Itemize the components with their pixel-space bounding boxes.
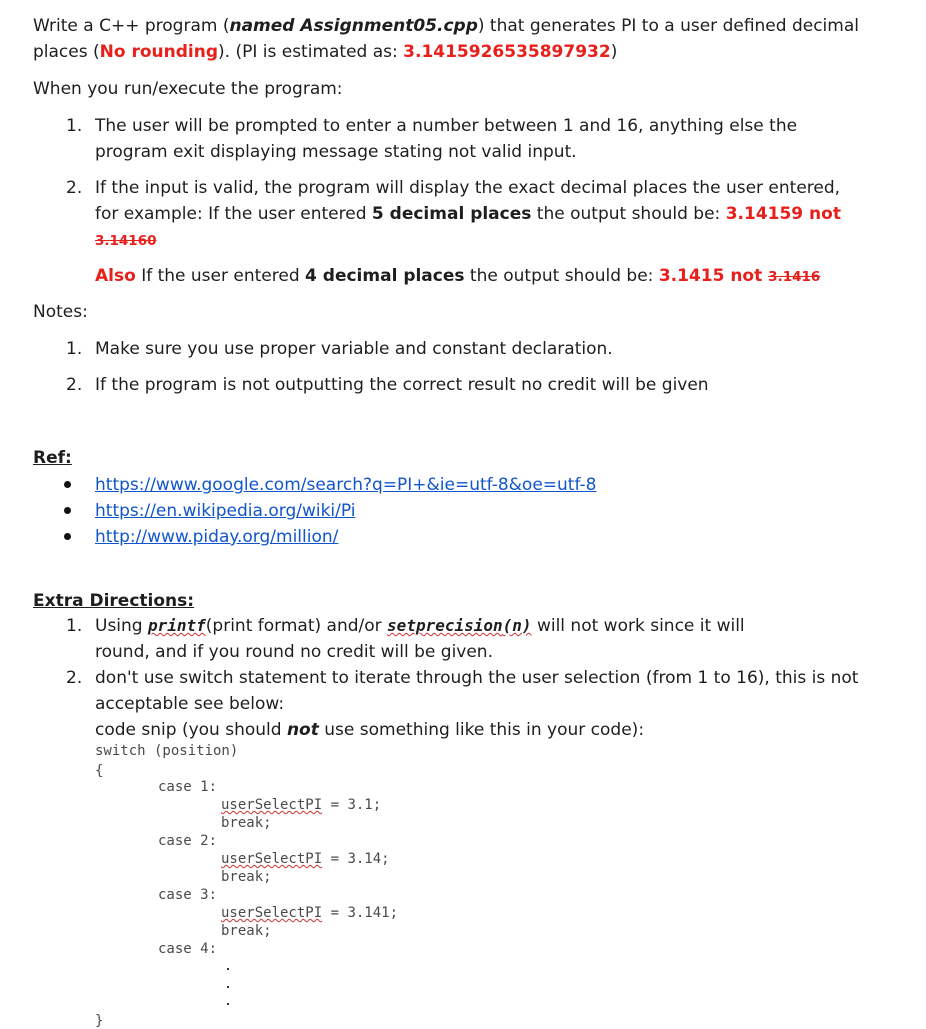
code-assign-2 — [221, 851, 390, 867]
code-open-brace: { — [95, 763, 104, 779]
assignment-filename: named Assignment05.cpp — [229, 16, 478, 36]
extra-text: Using — [95, 616, 148, 636]
ref-heading: Ref: — [33, 448, 72, 468]
pi-estimate: 3.1415926535897932 — [403, 42, 611, 62]
extra-item-1-line-2: round, and if you round no credit will be given. — [95, 642, 493, 662]
extra-heading: Extra Directions: — [33, 591, 195, 611]
code-close-brace: } — [95, 1013, 104, 1029]
ref-link-google[interactable]: https://www.google.com/search?q=PI+&ie=utf-8&oe=utf-8 — [95, 475, 597, 495]
run-text: the output should be: — [464, 266, 659, 286]
setprecision-arg: (n) — [502, 616, 532, 635]
wrong-output-example: 3.1416 — [768, 269, 821, 285]
run-item-2-line-1: If the input is valid, the program will display the exact decimal places the user entered, — [95, 178, 841, 198]
extra-text: code snip (you should — [95, 720, 287, 740]
bullet-icon — [64, 507, 71, 514]
run-item-2-line-3 — [95, 229, 157, 252]
code-variable: userSelectPI — [221, 797, 323, 813]
decimal-places-example: 5 decimal places — [371, 204, 532, 224]
code-value: = 3.1; — [322, 797, 382, 813]
run-item-2-line-2 — [95, 203, 841, 225]
code-break-3: break; — [221, 923, 272, 939]
run-text: If the user entered — [135, 266, 306, 286]
code-case-1: case 1: — [158, 779, 218, 795]
extra-text: (print format) and/or — [205, 616, 388, 636]
list-number: 2. — [66, 375, 83, 395]
wrong-output-example: 3.14160 — [95, 233, 157, 249]
ellipsis-dot — [227, 986, 229, 988]
run-item-2-line-4 — [95, 265, 820, 288]
code-assign-3 — [221, 905, 398, 921]
extra-item-2-line-2: acceptable see below: — [95, 694, 285, 714]
run-heading: When you run/execute the program: — [33, 79, 343, 99]
notes-heading: Notes: — [33, 302, 88, 322]
run-text: for example: If the user entered — [95, 204, 372, 224]
run-item-1-line-1: The user will be prompted to enter a number between 1 and 16, anything else the — [95, 116, 798, 136]
correct-output-example: 3.14159 not — [725, 204, 841, 224]
intro-line-2 — [33, 41, 617, 63]
code-value: = 3.141; — [322, 905, 399, 921]
also-label: Also — [95, 266, 136, 286]
code-snip-intro — [95, 719, 644, 741]
ellipsis-dot — [227, 968, 229, 970]
code-break-1: break; — [221, 815, 272, 831]
extra-text: will not work since it will — [531, 616, 745, 636]
note-2: If the program is not outputting the correct result no credit will be given — [95, 375, 709, 395]
list-number: 1. — [66, 339, 83, 359]
decimal-places-example: 4 decimal places — [305, 266, 465, 286]
code-switch: switch (position) — [95, 743, 239, 759]
code-case-4: case 4: — [158, 941, 218, 957]
code-variable: userSelectPI — [221, 905, 323, 921]
list-number: 2. — [66, 178, 83, 198]
correct-output-example: 3.1415 not — [658, 266, 769, 286]
list-number: 1. — [66, 116, 83, 136]
ref-link-piday[interactable]: http://www.piday.org/million/ — [95, 527, 339, 547]
intro-text: ) that generates PI to a user defined decimal — [477, 16, 859, 36]
note-1: Make sure you use proper variable and constant declaration. — [95, 339, 613, 359]
extra-item-1-line-1 — [95, 615, 745, 637]
run-text: the output should be: — [531, 204, 726, 224]
extra-text: use something like this in your code): — [318, 720, 645, 740]
run-item-1-line-2: program exit displaying message stating not valid input. — [95, 142, 577, 162]
ref-link-wikipedia[interactable]: https://en.wikipedia.org/wiki/Pi — [95, 501, 356, 521]
printf-keyword: printf — [148, 616, 206, 635]
extra-item-2-line-1: don't use switch statement to iterate through the user selection (from 1 to 16), this is not — [95, 668, 859, 688]
bullet-icon — [64, 481, 71, 488]
list-number: 1. — [66, 616, 83, 636]
code-case-3: case 3: — [158, 887, 218, 903]
code-case-2: case 2: — [158, 833, 218, 849]
intro-text: ). (PI is estimated as: — [218, 42, 404, 62]
setprecision-keyword: setprecision — [387, 616, 503, 635]
code-value: = 3.14; — [322, 851, 390, 867]
intro-text: Write a C++ program ( — [33, 16, 230, 36]
not-emphasis: not — [286, 720, 319, 740]
bullet-icon — [64, 533, 71, 540]
intro-text: places ( — [33, 42, 100, 62]
intro-line-1 — [33, 15, 859, 37]
code-variable: userSelectPI — [221, 851, 323, 867]
no-rounding-note: No rounding — [99, 42, 219, 62]
code-assign-1 — [221, 797, 381, 813]
code-break-2: break; — [221, 869, 272, 885]
ellipsis-dot — [227, 1003, 229, 1005]
intro-text: ) — [610, 42, 618, 62]
list-number: 2. — [66, 668, 83, 688]
